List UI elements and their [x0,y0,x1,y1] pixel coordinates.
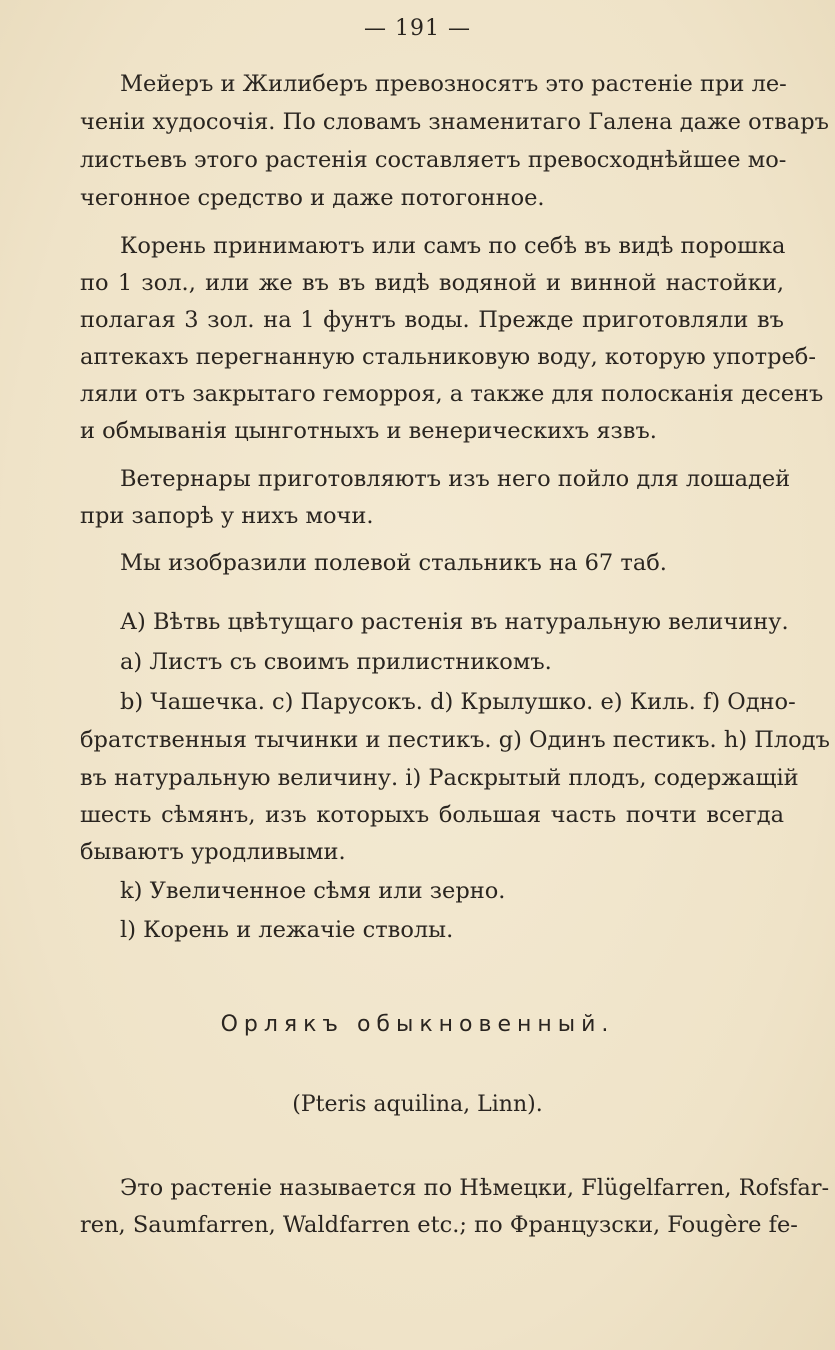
text-line: Это растеніе называется по Нѣмецки, Flügelfarren, Rofsfar- [120,1175,830,1201]
text-line: Ветернары приготовляютъ изъ него пойло для лошадей [120,466,791,492]
text-line: Мейеръ и Жилиберъ превозносятъ это растеніе при ле- [120,71,787,97]
text-line: ляли отъ закрытаго геморроя, а также для полосканія десенъ [80,381,824,407]
text-line: полагая 3 зол. на 1 фунтъ воды. Прежде приготовляли въ [80,307,784,333]
text-line: по 1 зол., или же въ въ видѣ водяной и винной настойки, [80,270,784,296]
text-line: листьевъ этого растенія составляетъ превосходнѣйшее мо- [80,147,787,173]
legend-item: k) Увеличенное сѣмя или зерно. [120,878,506,904]
text-line: аптекахъ перегнанную стальниковую воду, которую употреб- [80,344,816,370]
latin-name: (Pteris aquilina, Linn). [292,1092,543,1117]
legend-item-line: шесть сѣмянъ, изъ которыхъ большая часть почти всегда [80,802,784,828]
text-line: чегонное средство и даже потогонное. [80,185,545,211]
text-line: ченіи худосочія. По словамъ знаменитаго Галена даже отваръ [80,109,829,135]
legend-item: А) Вѣтвь цвѣтущаго растенія въ натуральную величину. [120,609,789,635]
text-line: при запорѣ у нихъ мочи. [80,503,374,529]
legend-item-line: бываютъ уродливыми. [80,839,346,865]
text-line: и обмыванія цынготныхъ и венерическихъ язвъ. [80,418,657,444]
page-number: — 191 — [364,16,471,41]
legend-item: l) Корень и лежачіе стволы. [120,917,454,943]
legend-item-line: въ натуральную величину. i) Раскрытый плодъ, содержащій [80,765,799,791]
text-line: Корень принимаютъ или самъ по себѣ въ видѣ порошка [120,233,786,259]
text-line: ren, Saumfarren, Waldfarren etc.; по Французски, Fougère fe- [80,1212,798,1238]
legend-item: b) Чашечка. c) Парусокъ. d) Крылушко. e) Киль. f) Одно- [120,689,796,715]
section-title: Орлякъ обыкновенный. [220,1012,615,1037]
legend-item: а) Листъ съ своимъ прилистникомъ. [120,649,552,675]
legend-item-line: братственныя тычинки и пестикъ. g) Одинъ пестикъ. h) Плодъ [80,727,830,753]
text-line: Мы изобразили полевой стальникъ на 67 таб. [120,550,667,576]
